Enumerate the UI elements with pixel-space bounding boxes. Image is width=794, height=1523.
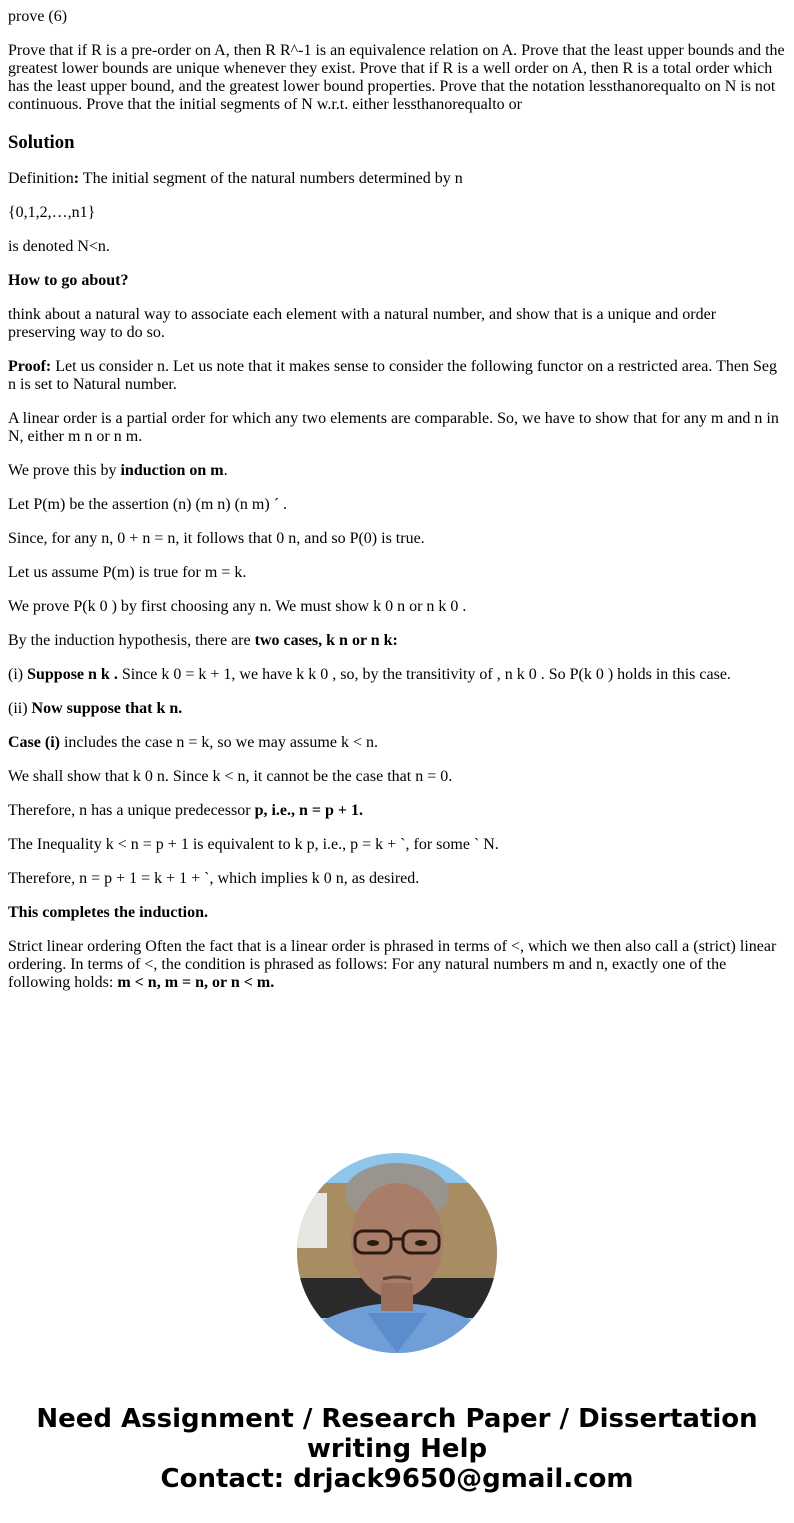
proof-label: Proof: xyxy=(8,358,52,375)
case-i-post: includes the case n = k, so we may assume k < n. xyxy=(59,734,378,751)
case-i-bold: Case (i) xyxy=(8,734,60,751)
case1-bold: Suppose n k . xyxy=(27,666,118,683)
definition-paragraph xyxy=(8,170,786,188)
therefore-paragraph: Therefore, n = p + 1 = k + 1 + `, which implies k 0 n, as desired. xyxy=(8,870,420,887)
predecessor-paragraph xyxy=(8,802,786,820)
completes-bold: This completes the induction. xyxy=(8,904,209,921)
predecessor-pre: Therefore, n has a unique predecessor xyxy=(8,802,255,819)
strict-bold: m < n, m = n, or n < m. xyxy=(117,974,275,991)
case1-post: Since k 0 = k + 1, we have k k 0 , so, by the transitivity of , n k 0 . So P(k 0 ) holds in this case. xyxy=(117,666,731,683)
author-avatar xyxy=(297,1153,497,1353)
inequality-paragraph: The Inequality k < n = p + 1 is equivalent to k p, i.e., p = k + `, for some ` N. xyxy=(8,836,499,853)
hypothesis-bold: two cases, k n or n k: xyxy=(254,632,398,649)
definition-text: The initial segment of the natural numbers determined by n xyxy=(79,170,463,187)
banner-contact: Contact: drjack9650@gmail.com xyxy=(160,1464,634,1494)
case2-paragraph xyxy=(8,700,786,718)
induction-bold: induction on m xyxy=(120,462,224,479)
case1-pre: (i) xyxy=(8,666,28,683)
assume-paragraph: Let us assume P(m) is true for m = k. xyxy=(8,564,247,581)
denoted-text: is denoted N<n. xyxy=(8,238,110,255)
how-text: think about a natural way to associate each element with a natural number, and show that is a unique and order preserving way to do so. xyxy=(8,306,717,341)
set-notation: {0,1,2,…,n1} xyxy=(8,204,96,221)
case-i-paragraph xyxy=(8,734,786,752)
how-heading-text: How to go about? xyxy=(8,272,129,289)
strict-ordering-paragraph xyxy=(8,938,786,992)
shall-show-paragraph: We shall show that k 0 n. Since k < n, it cannot be the case that n = 0. xyxy=(8,768,453,785)
case2-pre: (ii) xyxy=(8,700,32,717)
hypothesis-paragraph xyxy=(8,632,786,650)
hypothesis-pre: By the induction hypothesis, there are xyxy=(8,632,255,649)
completes-paragraph xyxy=(8,904,786,922)
base-case-paragraph: Since, for any n, 0 + n = n, it follows that 0 n, and so P(0) is true. xyxy=(8,530,425,547)
case1-paragraph xyxy=(8,666,786,684)
proof-text: Let us consider n. Let us note that it makes sense to consider the following functor on a restricted area. Then Seg n is set to Natural number. xyxy=(8,358,777,393)
definition-label: Definition xyxy=(8,170,74,187)
banner-line-1: Need Assignment / Research Paper / Dissertation xyxy=(36,1404,758,1434)
proof-paragraph xyxy=(8,358,786,394)
author-portrait-icon xyxy=(297,1153,497,1353)
solution-heading: Solution xyxy=(8,132,75,153)
case2-bold: Now suppose that k n. xyxy=(31,700,183,717)
induction-pre: We prove this by xyxy=(8,462,121,479)
linear-order-paragraph: A linear order is a partial order for which any two elements are comparable. So, we have to show that for any m and n in N, either m n or n m. xyxy=(8,410,779,445)
induction-paragraph xyxy=(8,462,786,480)
prove-k-paragraph: We prove P(k 0 ) by first choosing any n. We must show k 0 n or n k 0 . xyxy=(8,598,467,615)
strict-pre: Strict linear ordering Often the fact that is a linear order is phrased in terms of <, which we then also call a (strict) linear ordering. In terms of <, the condition is phrased as follows: For any natural numbers m and n, exactly one of the following holds: xyxy=(8,938,777,991)
document-body xyxy=(8,0,786,1008)
question-title: prove (6) xyxy=(8,8,68,25)
definition-colon: : xyxy=(73,170,80,187)
how-heading xyxy=(8,272,786,290)
predecessor-bold: p, i.e., n = p + 1. xyxy=(254,802,364,819)
induction-post: . xyxy=(223,462,228,479)
question-body: Prove that if R is a pre-order on A, then R R^-1 is an equivalence relation on A. Prove that the least upper bounds and the greatest lower bounds are unique whenever they exist. Prove that if R is a well order on A, then R is a total order which has the least upper bound, and the greatest lower bound properties. Prove that the notation lessthanorequalto on N is not continuous. Prove that the initial segments of N w.r.t. either lessthanorequalto or xyxy=(8,42,785,113)
assertion-paragraph: Let P(m) be the assertion (n) (m n) (n m) ´ . xyxy=(8,496,288,513)
banner-line-2: writing Help xyxy=(306,1434,488,1464)
contact-banner xyxy=(0,1404,794,1494)
